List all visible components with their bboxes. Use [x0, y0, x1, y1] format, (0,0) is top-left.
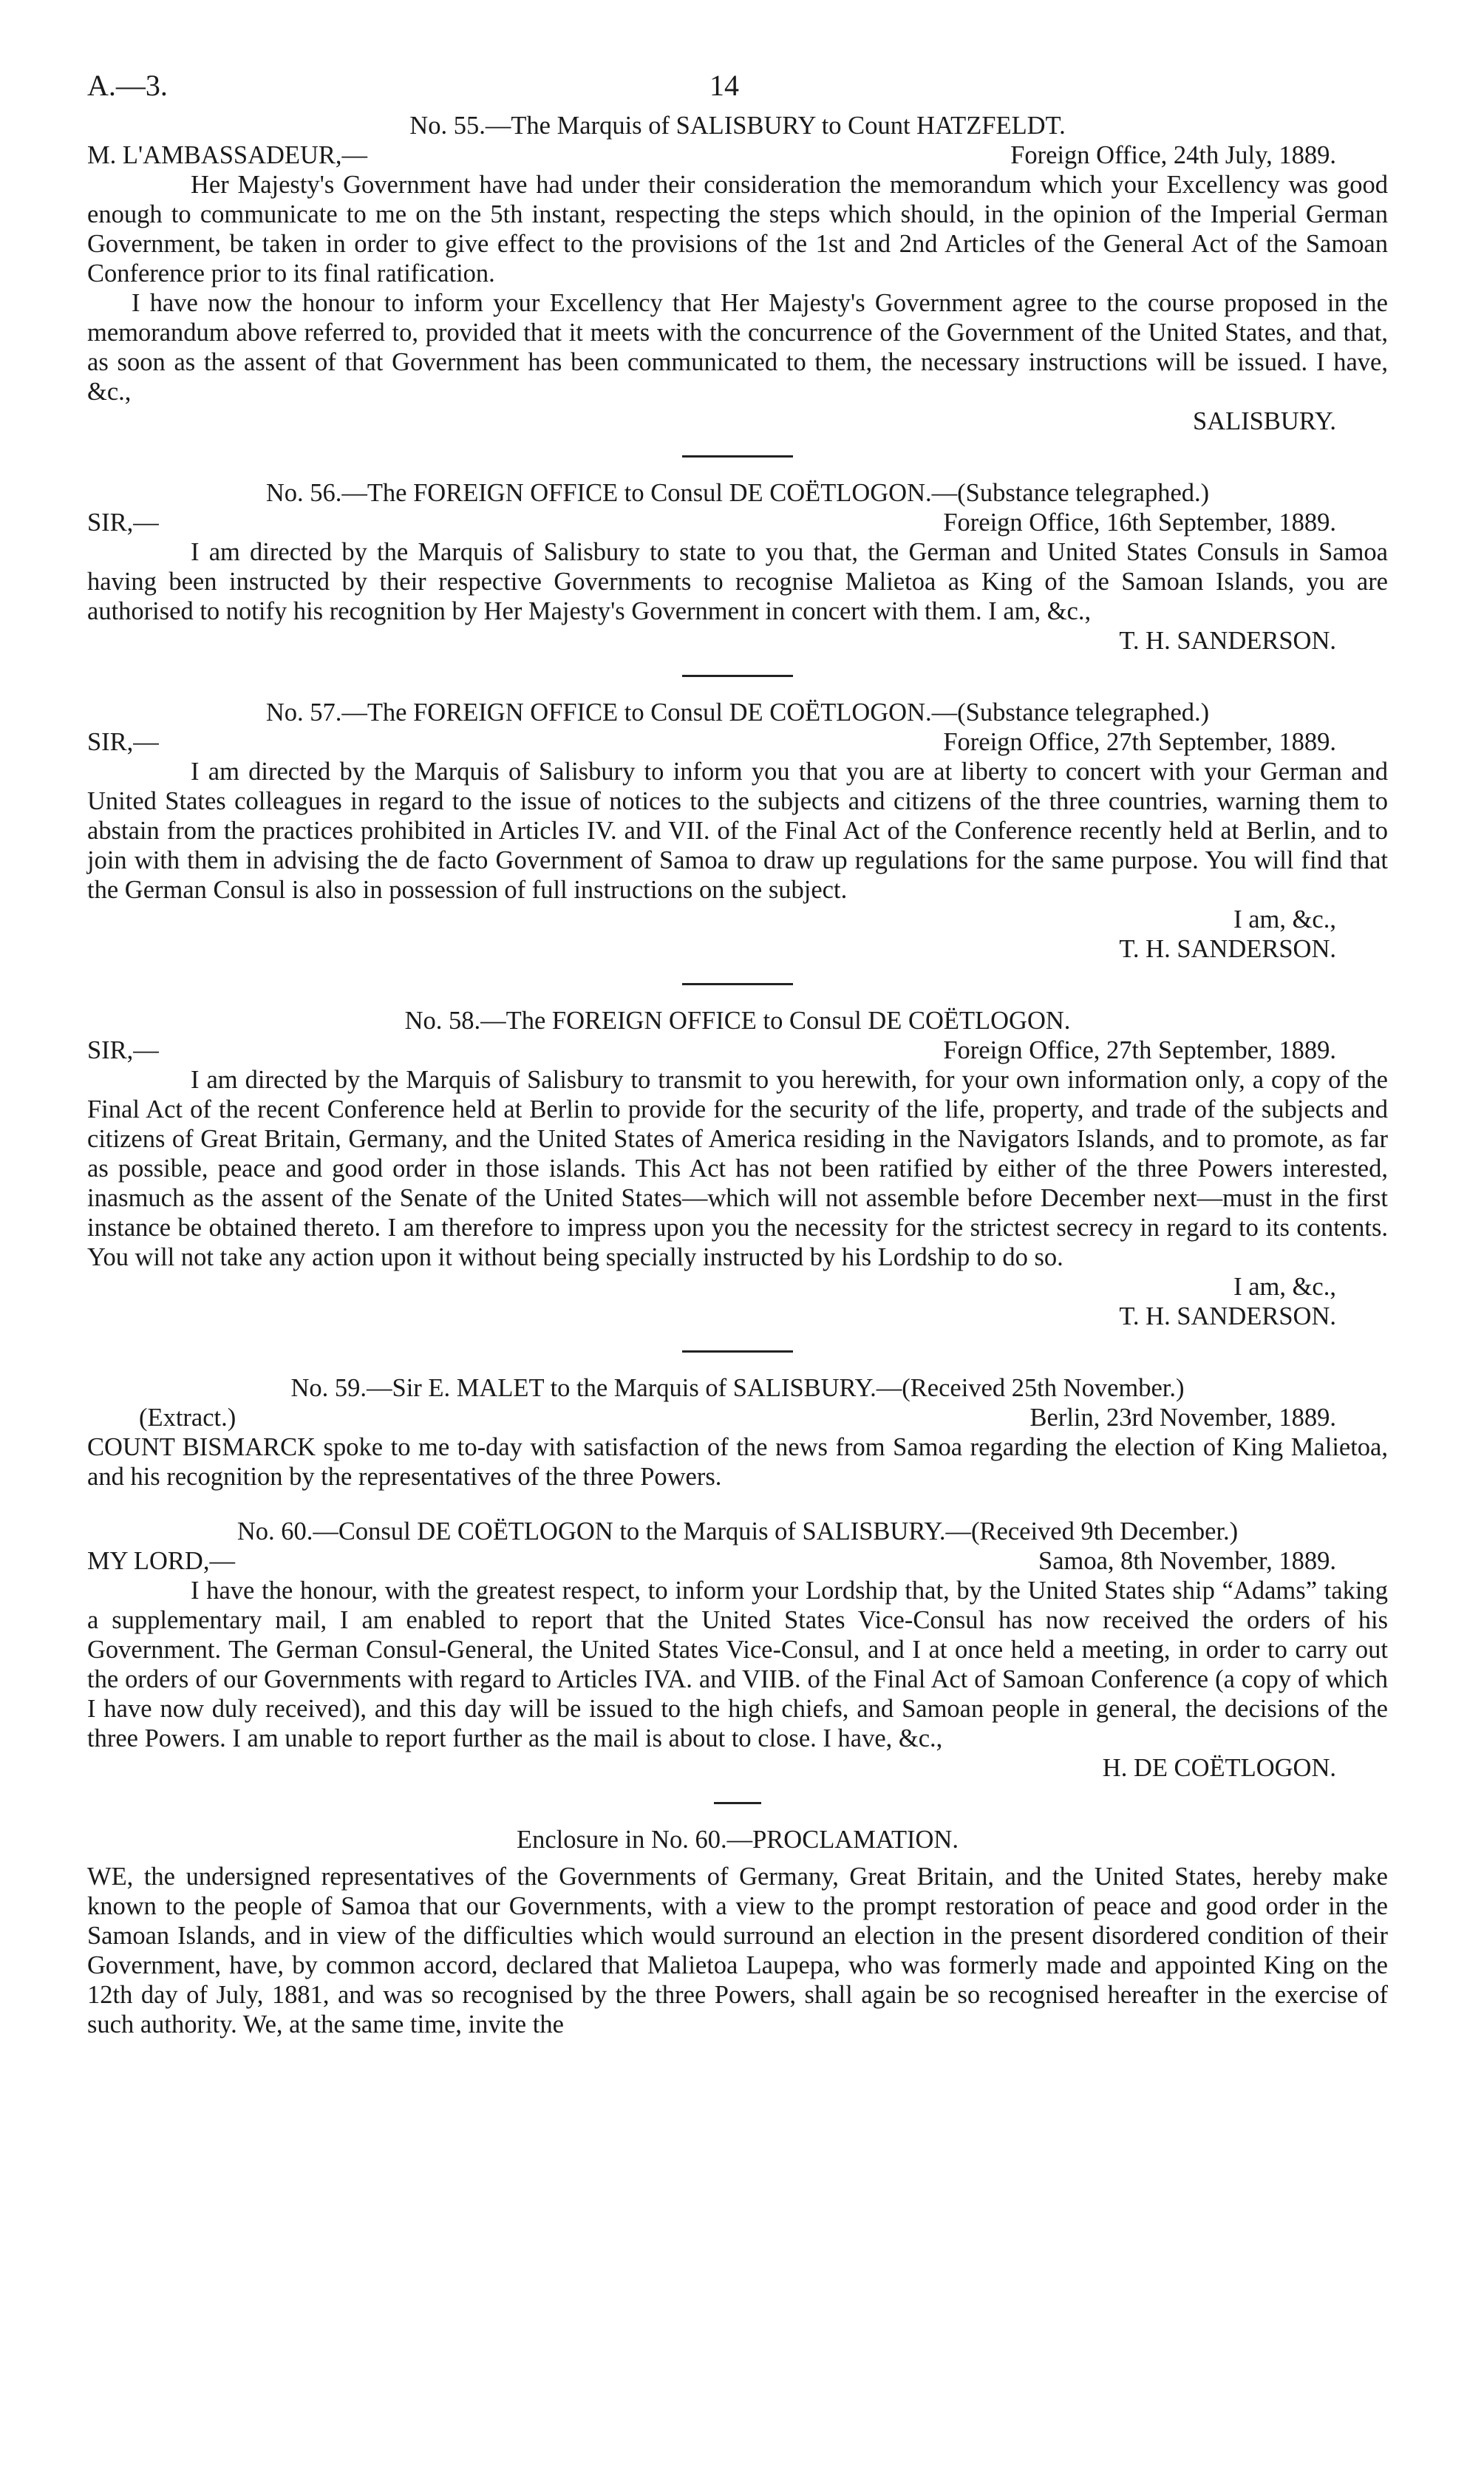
- signature: T. H. SANDERSON.: [1119, 627, 1336, 655]
- letter-heading: No. 60.—Consul DE COËTLOGON to the Marquis of SALISBURY.—(Received 9th December.): [236, 1517, 1239, 1545]
- salutation: MY LORD,—: [87, 1547, 235, 1575]
- letter-57: [87, 698, 1388, 964]
- closing: I am, &c.,: [1233, 1273, 1336, 1301]
- letter-55: [87, 111, 1388, 436]
- place-date: Foreign Office, 24th July, 1889.: [1010, 141, 1336, 169]
- signature: H. DE COËTLOGON.: [1102, 1754, 1336, 1782]
- letter-paragraph: I am directed by the Marquis of Salisbury to transmit to you herewith, for your own information only, a copy of the Final Act of the recent Conference held at Berlin to provide for the security of the life, property, and trade of the subjects and citizens of Great Britain, Germany, and the United States of America residing in the Navigators Islands, and to promote, as far as possible, peace and good order in those islands. This Act has not been ratified by either of the three Powers interested, inasmuch as the assent of the Senate of the United States—which will not assemble before December next—must in the first instance be obtained thereto. I am therefore to impress upon you the necessity for the strictest secrecy in regard to its contents. You will not take any action upon it without being specially instructed by his Lordship to do so.: [87, 1066, 1388, 1271]
- letter-56: [87, 478, 1388, 656]
- section-divider: [682, 455, 793, 458]
- section-divider: [714, 1802, 761, 1804]
- letter-heading: No. 57.—The FOREIGN OFFICE to Consul DE COËTLOGON.—(Substance telegraphed.): [265, 698, 1210, 727]
- place-date: Foreign Office, 27th September, 1889.: [943, 728, 1336, 756]
- letter-paragraph: I have now the honour to inform your Excellency that Her Majesty's Government agree to the course proposed in the memorandum above referred to, provided that it meets with the concurrence of the Government of the United States, and that, as soon as the assent of that Government has been communicated to them, the necessary instructions will be issued. I have, &c.,: [87, 289, 1388, 406]
- letter-paragraph: I have the honour, with the greatest respect, to inform your Lordship that, by the United States ship “Adams” taking a supplementary mail, I am enabled to report that the United States Vice-Consul has now received the orders of his Government. The German Consul-General, the United States Vice-Consul, and I at once held a meeting, in order to carry out the orders of our Governments with regard to Articles IVA. and VIIB. of the Final Act of Samoan Conference (a copy of which I have now duly received), and this day will be issued to the high chiefs, and Samoan people in general, the decisions of the three Powers. I am unable to report further as the mail is about to close. I have, &c.,: [87, 1577, 1388, 1752]
- salutation: SIR,—: [87, 728, 159, 756]
- letter-paragraph: Her Majesty's Government have had under their consideration the memorandum which your Excellency was good enough to communicate to me on the 5th instant, respecting the steps which should, in the opinion of the Imperial German Government, be taken in order to give effect to the provisions of the 1st and 2nd Articles of the General Act of the Samoan Conference prior to its final ratification.: [87, 171, 1388, 288]
- salutation: SIR,—: [87, 509, 159, 537]
- signature: T. H. SANDERSON.: [1119, 935, 1336, 963]
- section-divider: [682, 983, 793, 985]
- letter-paragraph: I am directed by the Marquis of Salisbury to inform you that you are at liberty to concert with your German and United States colleagues in regard to the issue of notices to the subjects and citizens of the three countries, warning them to abstain from the practices prohibited in Articles IV. and VII. of the Final Act of the Conference recently held at Berlin, and to join with them in advising the de facto Government of Samoa to draw up regulations for the same purpose. You will find that the German Consul is also in possession of full instructions on the subject.: [87, 758, 1388, 904]
- enclosure-heading: Enclosure in No. 60.—PROCLAMATION.: [517, 1826, 959, 1854]
- proclamation-paragraph: WE, the undersigned representatives of the Governments of Germany, Great Britain, and the United States, hereby make known to the people of Samoa that our Governments, with a view to the prompt restoration of peace and good order in the Samoan Islands, and in view of the difficulties which would surround an election in the present disordered condition of their Government, have, by common accord, declared that Malietoa Laupepa, who was formerly made and appointed King on the 12th day of July, 1881, and was so recognised by the three Powers, shall again be so recognised hereafter in the exercise of such authority. We, at the same time, invite the: [87, 1863, 1388, 2038]
- letter-heading: No. 58.—The FOREIGN OFFICE to Consul DE COËTLOGON.: [404, 1007, 1071, 1035]
- signature: SALISBURY.: [1193, 407, 1336, 435]
- letter-60: [87, 1517, 1388, 1783]
- place-date: Foreign Office, 27th September, 1889.: [943, 1036, 1336, 1064]
- closing: I am, &c.,: [1233, 905, 1336, 934]
- signature: T. H. SANDERSON.: [1119, 1302, 1336, 1330]
- place-date: Samoa, 8th November, 1889.: [1038, 1547, 1336, 1575]
- document-reference: A.—3.: [87, 69, 168, 102]
- running-head: [87, 0, 1388, 111]
- letter-heading: No. 59.—Sir E. MALET to the Marquis of SALISBURY.—(Received 25th November.): [290, 1374, 1185, 1402]
- letter-58: [87, 1006, 1388, 1331]
- extract-label: (Extract.): [139, 1404, 236, 1432]
- letter-paragraph: COUNT BISMARCK spoke to me to-day with satisfaction of the news from Samoa regarding the election of King Malietoa, and his recognition by the representatives of the three Powers.: [87, 1433, 1388, 1491]
- enclosure-proclamation: [87, 1825, 1388, 2039]
- letter-heading: No. 56.—The FOREIGN OFFICE to Consul DE COËTLOGON.—(Substance telegraphed.): [265, 479, 1210, 507]
- place-date: Foreign Office, 16th September, 1889.: [943, 509, 1336, 537]
- salutation: SIR,—: [87, 1036, 159, 1064]
- section-divider: [682, 1350, 793, 1353]
- letter-paragraph: I am directed by the Marquis of Salisbury to state to you that, the German and United States Consuls in Samoa having been instructed by their respective Governments to recognise Malietoa as King of the Samoan Islands, you are authorised to notify his recognition by Her Majesty's Government in concert with them. I am, &c.,: [87, 538, 1388, 625]
- letter-59: [87, 1373, 1388, 1492]
- letter-heading: No. 55.—The Marquis of SALISBURY to Count HATZFELDT.: [409, 112, 1066, 140]
- place-date: Berlin, 23rd November, 1889.: [1029, 1404, 1336, 1432]
- salutation: M. L'AMBASSADEUR,—: [87, 141, 368, 169]
- section-divider: [682, 675, 793, 677]
- page-number: 14: [709, 69, 739, 102]
